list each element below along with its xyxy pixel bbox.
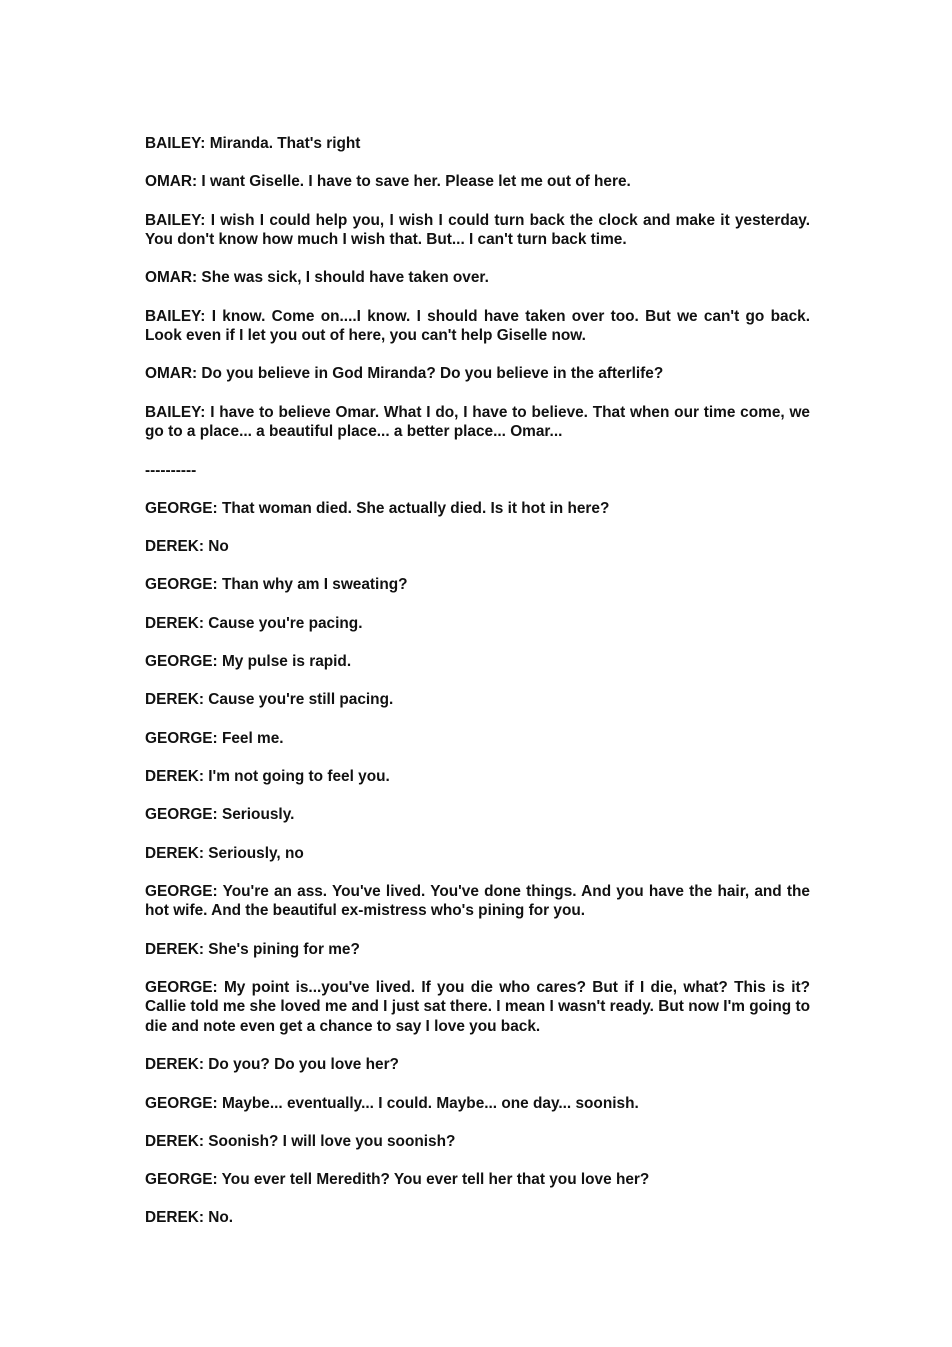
dialogue-line: DEREK: No. [145,1209,234,1227]
dialogue-line: GEORGE: Maybe... eventually... I could. Maybe... one day... soonish. [145,1094,639,1112]
dialogue-line: GEORGE: You're an ass. You've lived. You've done things. And you have the hair, and the hot wife. And the beautiful ex-mistress who's pining for you. [145,882,810,920]
dialogue-line: DEREK: I'm not going to feel you. [145,767,390,785]
dialogue-line: GEORGE: You ever tell Meredith? You ever tell her that you love her? [145,1171,650,1189]
dialogue-line: DEREK: Cause you're pacing. [145,614,363,632]
dialogue-line: GEORGE: My pulse is rapid. [145,653,352,671]
dialogue-line: OMAR: Do you believe in God Miranda? Do you believe in the afterlife? [145,365,664,383]
scene-divider: ---------- [145,461,197,479]
dialogue-line: OMAR: She was sick, I should have taken over. [145,269,489,287]
dialogue-line: GEORGE: My point is...you've lived. If you die who cares? But if I die, what? This is it? Callie told me she loved me and I just sat there. I mean I wasn't ready. But now I'm going to die and note even get a chance to say I love you back. [145,978,810,1035]
dialogue-line: DEREK: Cause you're still pacing. [145,691,394,709]
dialogue-line: OMAR: I want Giselle. I have to save her. Please let me out of here. [145,173,631,191]
dialogue-line: BAILEY: I know. Come on....I know. I should have taken over too. But we can't go back. Look even if I let you out of here, you can't help Giselle now. [145,307,810,345]
dialogue-line: GEORGE: That woman died. She actually died. Is it hot in here? [145,499,610,517]
dialogue-line: BAILEY: I wish I could help you, I wish I could turn back the clock and make it yesterday. You don't know how much I wish that. But... I can't turn back time. [145,211,810,249]
dialogue-line: DEREK: Do you? Do you love her? [145,1056,399,1074]
dialogue-line: DEREK: No [145,538,229,556]
dialogue-line: DEREK: She's pining for me? [145,940,360,958]
dialogue-line: DEREK: Seriously, no [145,844,304,862]
dialogue-line: DEREK: Soonish? I will love you soonish? [145,1132,456,1150]
dialogue-line: BAILEY: I have to believe Omar. What I do, I have to believe. That when our time come, we go to a place... a beautiful place... a better place... Omar... [145,403,810,441]
dialogue-line: GEORGE: Feel me. [145,729,284,747]
dialogue-line: BAILEY: Miranda. That's right [145,135,361,152]
dialogue-line: GEORGE: Than why am I sweating? [145,576,408,594]
script-body [145,134,810,1247]
dialogue-line: GEORGE: Seriously. [145,806,295,824]
